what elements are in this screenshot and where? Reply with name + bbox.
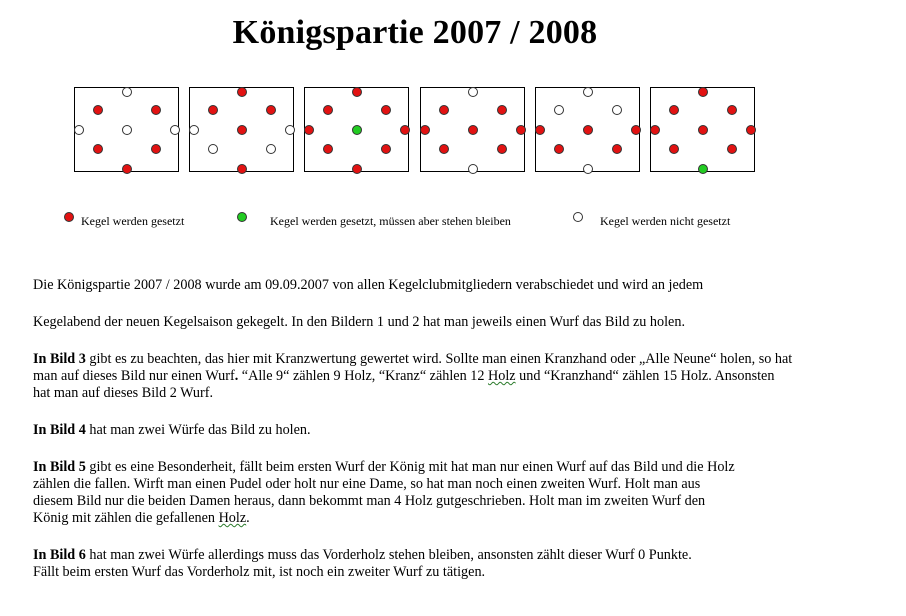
pin-upper-left-red [669, 105, 679, 115]
pin-lower-right-red [497, 144, 507, 154]
text-line [33, 277, 898, 294]
legend-dot-red [64, 212, 74, 222]
pin-left-red [535, 125, 545, 135]
text: gibt es zu beachten, das hier mit Kranzwertung gewertet wird. Sollte man einen Kranzhand oder „Alle Neune“ holen, so hat [85, 351, 793, 367]
pin-upper-left-red [93, 105, 103, 115]
pin-upper-left-white [554, 105, 564, 115]
pin-center-red [237, 125, 247, 135]
paragraph [33, 351, 898, 402]
pin-upper-right-red [151, 105, 161, 115]
pin-lower-right-red [381, 144, 391, 154]
pin-top-red [237, 87, 247, 97]
text-line [33, 547, 898, 564]
pin-diagram-1 [74, 87, 179, 172]
pin-top-red [698, 87, 708, 97]
legend-label: Kegel werden gesetzt, müssen aber stehen bleiben [270, 214, 511, 228]
bold-text: . [234, 368, 239, 384]
pin-upper-left-red [208, 105, 218, 115]
paragraph [33, 314, 898, 331]
pin-center-red [468, 125, 478, 135]
pin-lower-left-red [669, 144, 679, 154]
pin-center-red [583, 125, 593, 135]
pin-top-red [352, 87, 362, 97]
pin-upper-right-red [497, 105, 507, 115]
pin-left-red [420, 125, 430, 135]
pin-lower-right-white [266, 144, 276, 154]
text: Die Königspartie 2007 / 2008 wurde am 09.09.2007 von allen Kegelclubmitgliedern verabschiedet und wird an jedem [33, 277, 704, 293]
pin-right-white [170, 125, 180, 135]
pin-center-white [122, 125, 132, 135]
spellcheck-flagged-text: Holz [487, 368, 516, 384]
pin-lower-left-white [208, 144, 218, 154]
pin-center-red [698, 125, 708, 135]
text-line [33, 422, 898, 439]
pin-upper-right-white [612, 105, 622, 115]
pin-lower-left-red [439, 144, 449, 154]
pin-left-white [189, 125, 199, 135]
text: hat man zwei Würfe das Bild zu holen. [85, 422, 311, 438]
bold-text: In Bild 3 [33, 351, 86, 367]
pin-right-red [746, 125, 756, 135]
pin-lower-left-red [323, 144, 333, 154]
text-line [33, 385, 898, 402]
pin-left-white [74, 125, 84, 135]
pin-bottom-red [352, 164, 362, 174]
pin-lower-left-red [93, 144, 103, 154]
pin-top-white [468, 87, 478, 97]
text-line [33, 314, 898, 331]
pin-right-white [285, 125, 295, 135]
pin-right-red [631, 125, 641, 135]
text: König mit zählen die gefallenen [33, 510, 219, 526]
pin-right-red [516, 125, 526, 135]
legend-dot-green [237, 212, 247, 222]
pin-left-red [304, 125, 314, 135]
pin-center-green [352, 125, 362, 135]
bold-text: In Bild 4 [33, 422, 86, 438]
pin-lower-right-red [612, 144, 622, 154]
text-line [33, 493, 898, 510]
bold-text: In Bild 6 [33, 547, 86, 563]
pin-bottom-red [122, 164, 132, 174]
text: hat man auf dieses Bild 2 Wurf. [33, 385, 214, 401]
legend-dot-white [573, 212, 583, 222]
text: und “Kranzhand“ zählen 15 Holz. Ansonsten [515, 368, 775, 384]
text: hat man zwei Würfe allerdings muss das Vorderholz stehen bleiben, ansonsten zählt dieser Wurf 0 Punkte. [85, 547, 692, 563]
text-line [33, 368, 898, 385]
pin-bottom-white [468, 164, 478, 174]
pin-diagram-3 [304, 87, 409, 172]
pin-upper-right-red [381, 105, 391, 115]
pin-bottom-green [698, 164, 708, 174]
text: man auf dieses Bild nur einen Wurf [33, 368, 235, 384]
pin-diagram-4 [420, 87, 525, 172]
pin-lower-right-red [727, 144, 737, 154]
bold-text: In Bild 5 [33, 459, 86, 475]
text: Kegelabend der neuen Kegelsaison gekegelt. In den Bildern 1 und 2 hat man jeweils einen Wurf das Bild zu holen. [33, 314, 685, 330]
paragraph [33, 422, 898, 439]
paragraph [33, 547, 898, 581]
text: gibt es eine Besonderheit, fällt beim ersten Wurf der König mit hat man nur einen Wurf auf das Bild und die Holz [85, 459, 735, 475]
pin-upper-right-red [266, 105, 276, 115]
text: . [246, 510, 250, 526]
text-line [33, 510, 898, 527]
pin-diagram-6 [650, 87, 755, 172]
spellcheck-flagged-text: Holz [218, 510, 247, 526]
text: zählen die fallen. Wirft man einen Pudel oder holt nur eine Dame, so hat man noch einen zweiten Wurf. Holt man aus [33, 476, 701, 492]
pin-bottom-white [583, 164, 593, 174]
pin-top-white [583, 87, 593, 97]
paragraph [33, 459, 898, 527]
text: “Alle 9“ zählen 9 Holz, “Kranz“ zählen 12 [238, 368, 488, 384]
page-title: Königspartie 2007 / 2008 [232, 14, 598, 51]
legend-label: Kegel werden gesetzt [81, 214, 185, 228]
pin-top-white [122, 87, 132, 97]
text-line [33, 459, 898, 476]
pin-right-red [400, 125, 410, 135]
pin-left-red [650, 125, 660, 135]
pin-lower-right-red [151, 144, 161, 154]
body-text [33, 277, 898, 601]
legend-label: Kegel werden nicht gesetzt [600, 214, 731, 228]
pin-upper-right-red [727, 105, 737, 115]
pin-bottom-red [237, 164, 247, 174]
paragraph [33, 277, 898, 294]
pin-diagram-2 [189, 87, 294, 172]
pin-upper-left-red [439, 105, 449, 115]
pin-upper-left-red [323, 105, 333, 115]
text-line [33, 351, 898, 368]
pin-diagram-5 [535, 87, 640, 172]
text: diesem Bild nur die beiden Damen heraus, dann bekommt man 4 Holz gutgeschrieben. Holt man im zweiten Wurf den [33, 493, 706, 509]
text: Fällt beim ersten Wurf das Vorderholz mit, ist noch ein zweiter Wurf zu tätigen. [33, 564, 486, 580]
text-line [33, 564, 898, 581]
pin-lower-left-red [554, 144, 564, 154]
text-line [33, 476, 898, 493]
